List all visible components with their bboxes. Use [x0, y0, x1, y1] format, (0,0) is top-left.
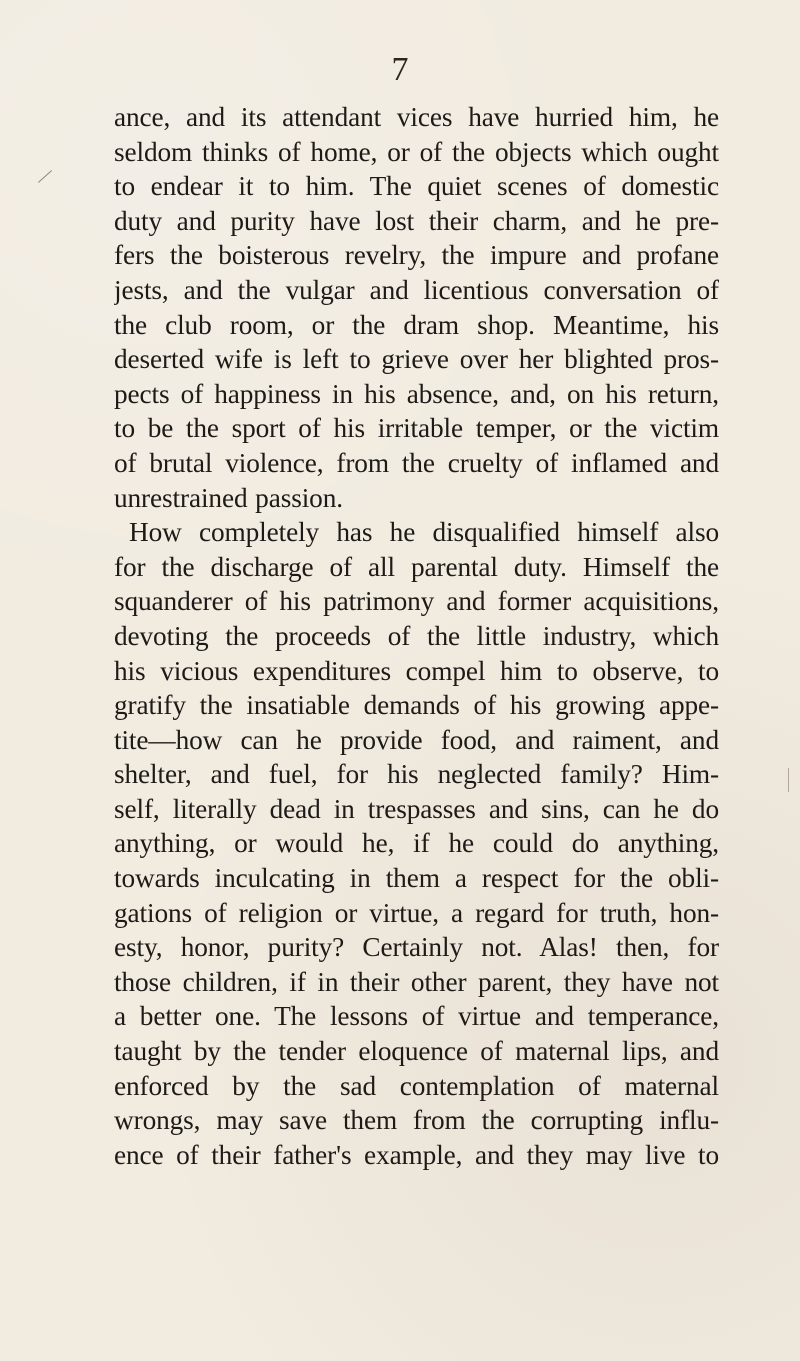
- text-line: shelter, and fuel, for his neglected family? Him-: [114, 759, 719, 790]
- text-line: the club room, or the dram shop. Meantime, his: [114, 309, 719, 340]
- text-line: self, literally dead in trespasses and sins, can he do: [114, 793, 719, 824]
- text-line: squanderer of his patrimony and former acquisitions,: [114, 586, 719, 617]
- text-line: to endear it to him. The quiet scenes of domestic: [114, 171, 719, 202]
- text-line: gations of religion or virtue, a regard for truth, hon-: [114, 897, 719, 928]
- text-line: taught by the tender eloquence of maternal lips, and: [114, 1036, 719, 1067]
- text-line: esty, honor, purity? Certainly not. Alas! then, for: [114, 932, 719, 963]
- page-number: 7: [391, 51, 409, 88]
- text-line: fers the boisterous revelry, the impure and profane: [114, 240, 719, 271]
- text-line: jests, and the vulgar and licentious conversation of: [114, 274, 719, 305]
- text-line: towards inculcating in them a respect for the obli-: [114, 863, 719, 894]
- text-line: pects of happiness in his absence, and, on his return,: [114, 378, 719, 409]
- text-line: a better one. The lessons of virtue and temperance,: [114, 1001, 719, 1032]
- text-line: for the discharge of all parental duty. Himself the: [114, 551, 719, 582]
- text-line: tite—how can he provide food, and raiment, and: [114, 724, 719, 755]
- text-line: unrestrained passion.: [114, 482, 343, 513]
- text-line: his vicious expenditures compel him to observe, to: [114, 655, 719, 686]
- text-line: duty and purity have lost their charm, and he pre-: [114, 205, 719, 236]
- body-text: [114, 100, 719, 1172]
- text-line: anything, or would he, if he could do anything,: [114, 828, 719, 859]
- text-line: devoting the proceeds of the little industry, which: [114, 620, 719, 651]
- text-line: deserted wife is left to grieve over her blighted pros-: [114, 344, 719, 375]
- margin-mark: [38, 170, 52, 183]
- text-line: ence of their father's example, and they may live to: [114, 1139, 719, 1170]
- text-line: gratify the insatiable demands of his growing appe-: [114, 690, 719, 721]
- margin-mark: [788, 768, 789, 792]
- text-line: enforced by the sad contemplation of maternal: [114, 1070, 719, 1101]
- text-line: to be the sport of his irritable temper, or the victim: [114, 413, 719, 444]
- text-line: those children, if in their other parent, they have not: [114, 966, 719, 997]
- paragraph-start-line: How completely has he disqualified himself also: [129, 517, 719, 548]
- text-line: ance, and its attendant vices have hurried him, he: [114, 102, 719, 132]
- text-line: seldom thinks of home, or of the objects which ought: [114, 136, 719, 167]
- text-line: of brutal violence, from the cruelty of inflamed and: [114, 447, 719, 478]
- text-line: wrongs, may save them from the corrupting influ-: [114, 1105, 719, 1136]
